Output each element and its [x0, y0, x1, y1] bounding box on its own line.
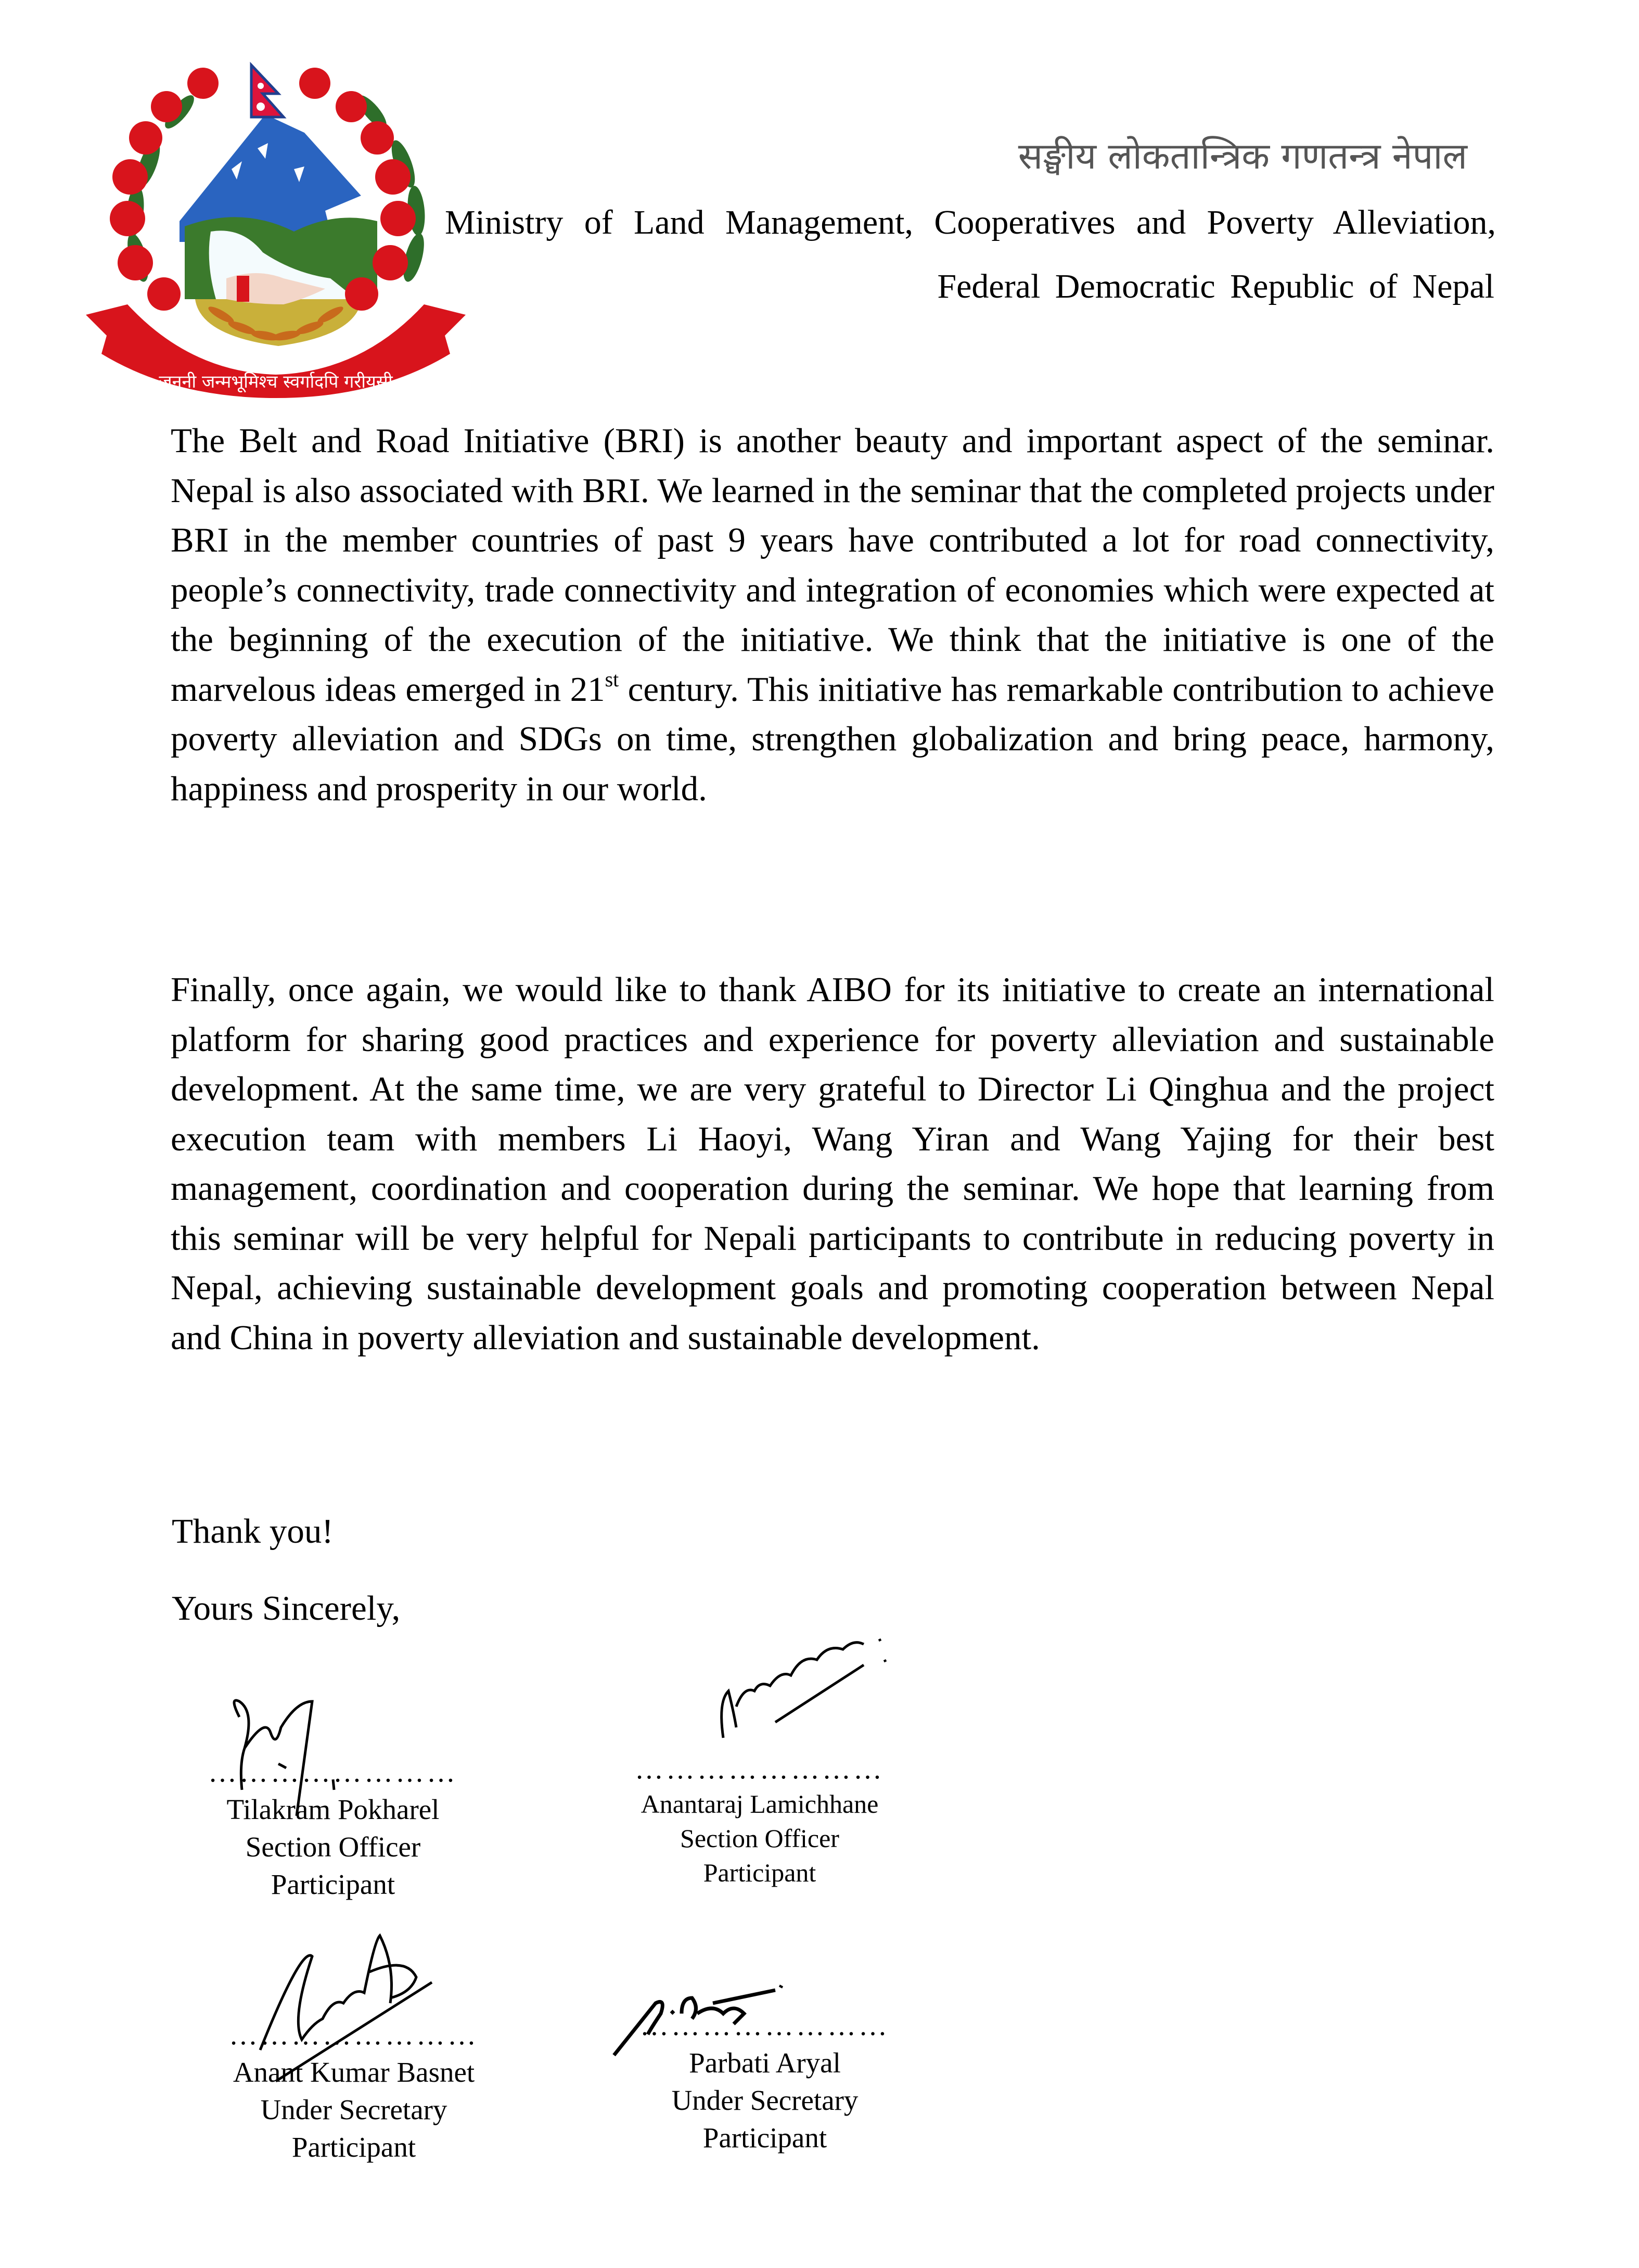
ministry-name: Ministry of Land Management, Cooperatives and Poverty Alleviation,	[445, 203, 1496, 241]
signatory-role: Participant	[271, 1868, 395, 1900]
signatory-name: Tilakram Pokharel	[226, 1793, 440, 1825]
paragraph-bri	[171, 416, 1494, 814]
republic-name: Federal Democratic Republic of Nepal	[937, 267, 1494, 305]
signatory-role: Participant	[291, 2131, 416, 2163]
paragraph-bri-text-2: century. This initiative has remarkable contribution to achieve poverty alleviation and SDGs on time, strengthen globalization and bring peace, harmony, happiness and prosperity in our world.	[171, 670, 1494, 808]
thank-you-line: Thank you!	[172, 1512, 334, 1551]
signatory-title: Section Officer	[245, 1831, 421, 1863]
signatory-title: Under Secretary	[671, 2084, 859, 2116]
signatory-1	[208, 1753, 458, 1903]
nepali-government-title: सङ्घीय लोकतान्त्रिक गणतन्त्र नेपाल	[1018, 135, 1467, 177]
signatory-2	[614, 1752, 905, 1890]
signatory-role: Participant	[702, 2122, 827, 2154]
signature-line: ……………………	[640, 2009, 890, 2041]
nepal-emblem	[86, 55, 466, 392]
ordinal-suffix: st	[605, 667, 619, 691]
signatory-4	[609, 2007, 921, 2157]
signatory-name: Anant Kumar Basnet	[233, 2056, 475, 2088]
paragraph-thanks: Finally, once again, we would like to thank AIBO for its initiative to create an international platform for sharing good practices and experience for poverty alleviation and sustainable development. At the same time, we are very grateful to Director Li Qinghua and the project execution team with members Li Haoyi, Wang Yiran and Wang Yajing for their best management, coordination and cooperation during the seminar. We hope that learning from this seminar will be very helpful for Nepali participants to contribute in reducing poverty in Nepal, achieving sustainable development goals and promoting cooperation between Nepal and China in poverty alleviation and sustainable development.	[171, 970, 1494, 1357]
signatory-role: Participant	[703, 1858, 816, 1887]
signature-line: ……………………	[229, 2019, 479, 2051]
yours-sincerely-line: Yours Sincerely,	[172, 1589, 401, 1628]
signatory-name: Parbati Aryal	[689, 2047, 841, 2079]
signatory-title: Section Officer	[680, 1824, 839, 1853]
signature-line: ……………………	[208, 1756, 458, 1788]
signatory-title: Under Secretary	[260, 2094, 447, 2125]
signatory-3	[208, 2016, 500, 2166]
signature-anantaraj-lamichhane	[713, 1623, 931, 1748]
signature-line: ……………………	[635, 1753, 885, 1785]
signatory-name: Anantaraj Lamichhane	[641, 1789, 879, 1818]
emblem-icon	[86, 55, 466, 392]
paragraph-bri-text-1: The Belt and Road Initiative (BRI) is another beauty and important aspect of the seminar. Nepal is also associated with BRI. We learned in the seminar that the completed projects under BRI in the member countries of past 9 years have contributed a lot for road connectivity, people’s connectivity, trade connectivity and integration of economies which were expected at the beginning of the execution of the initiative. We think that the initiative is one of the marvelous ideas emerged in 21	[171, 421, 1494, 709]
emblem-motto: जननी जन्मभूमिश्च स्वर्गादपि गरीयसी	[159, 371, 393, 392]
